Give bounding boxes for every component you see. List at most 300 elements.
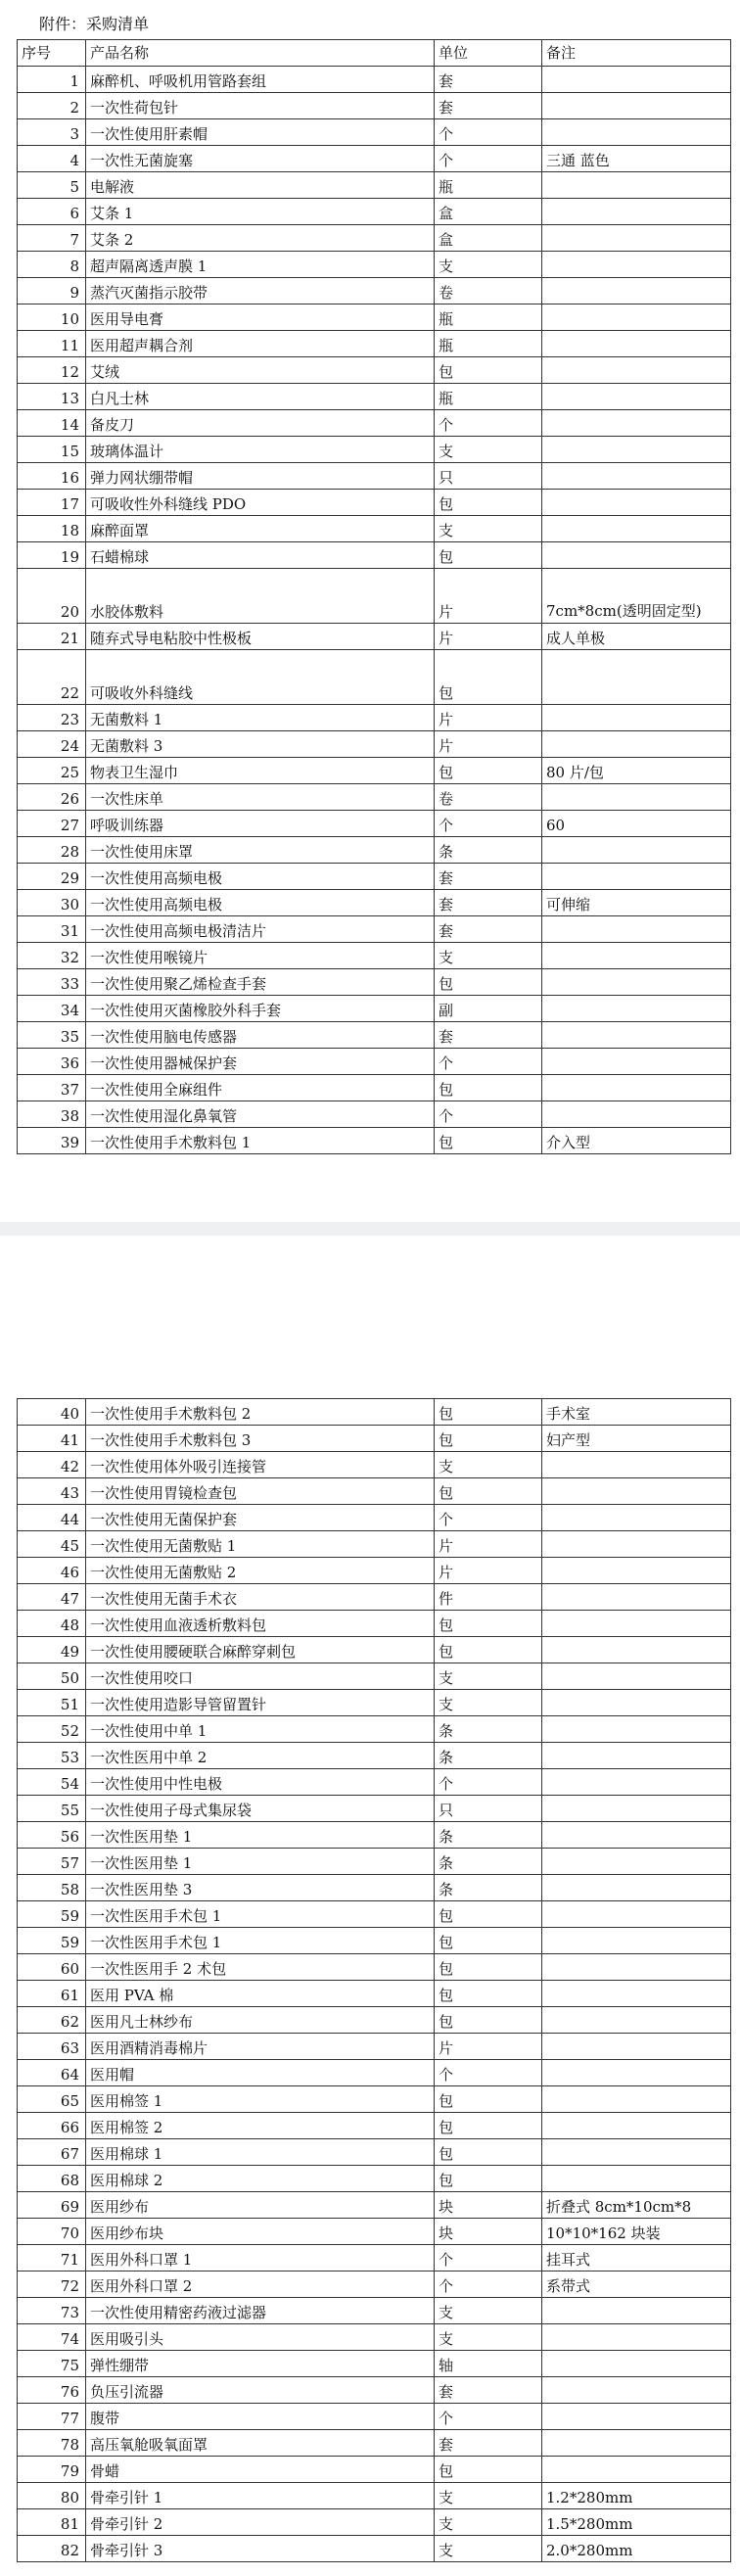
table-row [18, 2298, 731, 2324]
table-row [18, 1849, 731, 1875]
procurement-table-page-2 [17, 1398, 731, 2562]
cell-product-name: 一次性使用腰硬联合麻醉穿刺包 [86, 1637, 435, 1663]
cell-unit: 个 [435, 410, 542, 437]
table-row [18, 2060, 731, 2086]
cell-note [542, 119, 731, 146]
table-row [18, 2139, 731, 2166]
cell-unit: 个 [435, 146, 542, 172]
table-row [18, 252, 731, 278]
document-page-2 [0, 1236, 740, 2576]
cell-no: 45 [18, 1531, 86, 1558]
table-row [18, 1426, 731, 1452]
table-row [18, 2457, 731, 2483]
cell-no: 48 [18, 1611, 86, 1637]
cell-product-name: 医用棉球 2 [86, 2166, 435, 2192]
cell-unit: 片 [435, 569, 542, 624]
cell-note [542, 1531, 731, 1558]
cell-note [542, 2298, 731, 2324]
cell-unit: 支 [435, 943, 542, 969]
cell-note [542, 252, 731, 278]
cell-no: 78 [18, 2430, 86, 2457]
cell-note [542, 2086, 731, 2113]
cell-product-name: 一次性使用咬口 [86, 1663, 435, 1690]
table-row [18, 1716, 731, 1743]
cell-note [542, 2404, 731, 2430]
cell-unit: 包 [435, 357, 542, 384]
table-row [18, 1452, 731, 1478]
cell-unit: 包 [435, 2457, 542, 2483]
table-header-row [18, 40, 731, 67]
table-row [18, 542, 731, 569]
table-row [18, 811, 731, 837]
cell-product-name: 一次性使用肝素帽 [86, 119, 435, 146]
cell-no: 15 [18, 437, 86, 463]
cell-no: 21 [18, 624, 86, 650]
cell-product-name: 艾条 2 [86, 225, 435, 252]
cell-unit: 包 [435, 542, 542, 569]
cell-note [542, 1849, 731, 1875]
cell-no: 51 [18, 1690, 86, 1716]
cell-product-name: 无菌敷料 1 [86, 705, 435, 731]
cell-unit: 盒 [435, 199, 542, 225]
cell-no: 38 [18, 1101, 86, 1128]
cell-product-name: 一次性使用血液透析敷料包 [86, 1611, 435, 1637]
cell-note: 1.2*280mm [542, 2483, 731, 2509]
cell-unit: 个 [435, 1505, 542, 1531]
cell-note [542, 357, 731, 384]
cell-product-name: 医用导电膏 [86, 304, 435, 331]
cell-product-name: 随弃式导电粘胶中性极板 [86, 624, 435, 650]
cell-note [542, 1075, 731, 1101]
table-row [18, 758, 731, 784]
cell-no: 72 [18, 2272, 86, 2298]
header-no: 序号 [18, 40, 86, 67]
cell-no: 60 [18, 1954, 86, 1981]
cell-no: 24 [18, 731, 86, 758]
table-row [18, 1049, 731, 1075]
cell-note [542, 705, 731, 731]
table-row [18, 1743, 731, 1769]
table-row [18, 784, 731, 811]
cell-note [542, 864, 731, 890]
cell-no: 31 [18, 916, 86, 943]
cell-unit: 包 [435, 1399, 542, 1426]
cell-no: 73 [18, 2298, 86, 2324]
cell-unit: 条 [435, 1743, 542, 1769]
cell-no: 10 [18, 304, 86, 331]
cell-no: 57 [18, 1849, 86, 1875]
cell-product-name: 麻醉机、呼吸机用管路套组 [86, 67, 435, 93]
cell-note [542, 331, 731, 357]
cell-unit: 条 [435, 1716, 542, 1743]
cell-note [542, 2377, 731, 2404]
cell-unit: 包 [435, 2139, 542, 2166]
cell-unit: 套 [435, 93, 542, 119]
cell-product-name: 一次性使用体外吸引连接管 [86, 1452, 435, 1478]
cell-unit: 个 [435, 1769, 542, 1796]
cell-unit: 包 [435, 2113, 542, 2139]
cell-note: 1.5*280mm [542, 2509, 731, 2536]
cell-product-name: 医用 PVA 棉 [86, 1981, 435, 2007]
cell-no: 55 [18, 1796, 86, 1822]
cell-no: 9 [18, 278, 86, 304]
cell-note [542, 490, 731, 516]
cell-unit: 瓶 [435, 384, 542, 410]
cell-unit: 块 [435, 2219, 542, 2245]
procurement-table-page-1 [17, 39, 731, 1154]
table-row [18, 1022, 731, 1049]
cell-no: 82 [18, 2536, 86, 2562]
cell-unit: 盒 [435, 225, 542, 252]
table-row [18, 146, 731, 172]
cell-unit: 条 [435, 837, 542, 864]
table-row [18, 1981, 731, 2007]
cell-product-name: 物表卫生湿巾 [86, 758, 435, 784]
cell-note: 可伸缩 [542, 890, 731, 916]
cell-unit: 个 [435, 2272, 542, 2298]
cell-unit: 套 [435, 2377, 542, 2404]
cell-no: 44 [18, 1505, 86, 1531]
cell-no: 13 [18, 384, 86, 410]
cell-note [542, 1611, 731, 1637]
table-row [18, 1075, 731, 1101]
cell-note [542, 969, 731, 996]
cell-note [542, 67, 731, 93]
cell-no: 81 [18, 2509, 86, 2536]
cell-product-name: 一次性使用床罩 [86, 837, 435, 864]
cell-unit: 套 [435, 2430, 542, 2457]
table-row [18, 437, 731, 463]
cell-product-name: 一次性使用手术敷料包 3 [86, 1426, 435, 1452]
cell-product-name: 备皮刀 [86, 410, 435, 437]
cell-product-name: 医用帽 [86, 2060, 435, 2086]
table-row [18, 2219, 731, 2245]
cell-no: 18 [18, 516, 86, 542]
cell-unit: 卷 [435, 784, 542, 811]
cell-product-name: 一次性使用造影导管留置针 [86, 1690, 435, 1716]
cell-no: 80 [18, 2483, 86, 2509]
table-row [18, 2086, 731, 2113]
table-row [18, 890, 731, 916]
cell-no: 17 [18, 490, 86, 516]
cell-unit: 支 [435, 437, 542, 463]
cell-note [542, 1743, 731, 1769]
cell-no: 67 [18, 2139, 86, 2166]
cell-note [542, 2166, 731, 2192]
cell-unit: 包 [435, 1981, 542, 2007]
cell-product-name: 负压引流器 [86, 2377, 435, 2404]
cell-note [542, 1637, 731, 1663]
table-row [18, 1822, 731, 1849]
table-row [18, 569, 731, 624]
table-row [18, 2377, 731, 2404]
cell-note [542, 2113, 731, 2139]
cell-product-name: 艾绒 [86, 357, 435, 384]
cell-note [542, 1663, 731, 1690]
cell-product-name: 一次性医用中单 2 [86, 1743, 435, 1769]
table-row [18, 2483, 731, 2509]
cell-no: 71 [18, 2245, 86, 2272]
cell-no: 1 [18, 67, 86, 93]
cell-product-name: 一次性使用中性电极 [86, 1769, 435, 1796]
cell-note: 介入型 [542, 1128, 731, 1154]
cell-product-name: 骨牵引针 1 [86, 2483, 435, 2509]
cell-no: 79 [18, 2457, 86, 2483]
cell-no: 47 [18, 1584, 86, 1611]
table-row [18, 93, 731, 119]
cell-product-name: 无菌敷料 3 [86, 731, 435, 758]
table-row [18, 410, 731, 437]
table-row [18, 516, 731, 542]
cell-product-name: 一次性医用垫 1 [86, 1849, 435, 1875]
cell-unit: 条 [435, 1849, 542, 1875]
cell-note: 7cm*8cm(透明固定型) [542, 569, 731, 624]
cell-unit: 片 [435, 1558, 542, 1584]
cell-unit: 支 [435, 2324, 542, 2351]
cell-no: 43 [18, 1478, 86, 1505]
cell-unit: 条 [435, 1875, 542, 1901]
table-row [18, 2166, 731, 2192]
cell-no: 53 [18, 1743, 86, 1769]
cell-product-name: 医用棉签 1 [86, 2086, 435, 2113]
cell-note [542, 1981, 731, 2007]
cell-no: 64 [18, 2060, 86, 2086]
cell-no: 63 [18, 2034, 86, 2060]
table-row [18, 1637, 731, 1663]
cell-no: 5 [18, 172, 86, 199]
cell-product-name: 骨牵引针 3 [86, 2536, 435, 2562]
cell-unit: 个 [435, 2060, 542, 2086]
cell-note [542, 1769, 731, 1796]
cell-note [542, 1716, 731, 1743]
cell-product-name: 医用棉球 1 [86, 2139, 435, 2166]
cell-no: 23 [18, 705, 86, 731]
table-row [18, 490, 731, 516]
document-page-1 [0, 0, 740, 1222]
table-row [18, 2536, 731, 2562]
cell-note: 折叠式 8cm*10cm*8 [542, 2192, 731, 2219]
cell-note [542, 2430, 731, 2457]
cell-product-name: 弹性绷带 [86, 2351, 435, 2377]
cell-product-name: 医用吸引头 [86, 2324, 435, 2351]
cell-unit: 包 [435, 490, 542, 516]
cell-unit: 包 [435, 758, 542, 784]
cell-product-name: 一次性医用手 2 术包 [86, 1954, 435, 1981]
cell-note [542, 2324, 731, 2351]
table-row [18, 463, 731, 490]
cell-no: 3 [18, 119, 86, 146]
cell-note [542, 410, 731, 437]
table-row [18, 1584, 731, 1611]
table-row [18, 1690, 731, 1716]
cell-unit: 包 [435, 1426, 542, 1452]
table-row [18, 837, 731, 864]
cell-unit: 个 [435, 2245, 542, 2272]
cell-note [542, 943, 731, 969]
cell-no: 22 [18, 650, 86, 705]
table-row [18, 119, 731, 146]
cell-note [542, 1796, 731, 1822]
cell-note [542, 1452, 731, 1478]
document-title: 附件：采购清单 [39, 15, 150, 33]
cell-product-name: 一次性无菌旋塞 [86, 146, 435, 172]
header-note: 备注 [542, 40, 731, 67]
table-row [18, 2404, 731, 2430]
cell-no: 58 [18, 1875, 86, 1901]
cell-note [542, 1690, 731, 1716]
table-row [18, 916, 731, 943]
cell-unit: 包 [435, 2007, 542, 2034]
cell-unit: 只 [435, 463, 542, 490]
cell-note [542, 784, 731, 811]
cell-note [542, 916, 731, 943]
cell-product-name: 一次性使用子母式集尿袋 [86, 1796, 435, 1822]
cell-product-name: 一次性使用高频电极 [86, 864, 435, 890]
cell-product-name: 医用凡士林纱布 [86, 2007, 435, 2034]
cell-no: 68 [18, 2166, 86, 2192]
cell-no: 8 [18, 252, 86, 278]
cell-note [542, 384, 731, 410]
cell-no: 6 [18, 199, 86, 225]
cell-unit: 支 [435, 1663, 542, 1690]
cell-product-name: 一次性医用垫 1 [86, 1822, 435, 1849]
cell-no: 25 [18, 758, 86, 784]
cell-product-name: 可吸收性外科缝线 PDO [86, 490, 435, 516]
cell-no: 7 [18, 225, 86, 252]
cell-note [542, 996, 731, 1022]
cell-unit: 个 [435, 2404, 542, 2430]
cell-unit: 瓶 [435, 304, 542, 331]
cell-product-name: 一次性医用手术包 1 [86, 1928, 435, 1954]
cell-note: 60 [542, 811, 731, 837]
cell-product-name: 医用外科口罩 1 [86, 2245, 435, 2272]
cell-no: 52 [18, 1716, 86, 1743]
table-row [18, 2272, 731, 2298]
table-row [18, 1558, 731, 1584]
cell-unit: 支 [435, 516, 542, 542]
table-row [18, 996, 731, 1022]
cell-product-name: 一次性使用聚乙烯检查手套 [86, 969, 435, 996]
table-row [18, 2509, 731, 2536]
cell-note [542, 1558, 731, 1584]
cell-note: 成人单极 [542, 624, 731, 650]
cell-product-name: 腹带 [86, 2404, 435, 2430]
cell-unit: 瓶 [435, 172, 542, 199]
cell-product-name: 医用纱布 [86, 2192, 435, 2219]
cell-unit: 套 [435, 864, 542, 890]
cell-no: 12 [18, 357, 86, 384]
cell-no: 76 [18, 2377, 86, 2404]
table-row [18, 2430, 731, 2457]
table-row [18, 2113, 731, 2139]
cell-note [542, 1901, 731, 1928]
cell-no: 59 [18, 1901, 86, 1928]
table-row [18, 304, 731, 331]
cell-unit: 包 [435, 1128, 542, 1154]
cell-product-name: 一次性使用器械保护套 [86, 1049, 435, 1075]
cell-unit: 包 [435, 1075, 542, 1101]
cell-no: 2 [18, 93, 86, 119]
cell-unit: 轴 [435, 2351, 542, 2377]
cell-product-name: 一次性使用湿化鼻氧管 [86, 1101, 435, 1128]
cell-no: 11 [18, 331, 86, 357]
cell-note [542, 1049, 731, 1075]
cell-product-name: 弹力网状绷带帽 [86, 463, 435, 490]
cell-unit: 支 [435, 2298, 542, 2324]
cell-product-name: 医用酒精消毒棉片 [86, 2034, 435, 2060]
table-row [18, 1505, 731, 1531]
cell-note [542, 1505, 731, 1531]
cell-note [542, 1478, 731, 1505]
cell-unit: 包 [435, 1478, 542, 1505]
table-row [18, 624, 731, 650]
cell-product-name: 医用纱布块 [86, 2219, 435, 2245]
cell-product-name: 玻璃体温计 [86, 437, 435, 463]
cell-no: 75 [18, 2351, 86, 2377]
cell-note [542, 437, 731, 463]
table-row [18, 1101, 731, 1128]
cell-no: 50 [18, 1663, 86, 1690]
cell-product-name: 骨牵引针 2 [86, 2509, 435, 2536]
cell-no: 30 [18, 890, 86, 916]
table-row [18, 331, 731, 357]
table-row [18, 2324, 731, 2351]
cell-note [542, 837, 731, 864]
cell-no: 66 [18, 2113, 86, 2139]
cell-unit: 支 [435, 1690, 542, 1716]
cell-unit: 片 [435, 731, 542, 758]
cell-product-name: 一次性使用无菌敷贴 2 [86, 1558, 435, 1584]
cell-note [542, 1022, 731, 1049]
header-unit: 单位 [435, 40, 542, 67]
cell-unit: 支 [435, 1452, 542, 1478]
cell-note [542, 2351, 731, 2377]
table-row [18, 172, 731, 199]
cell-product-name: 一次性床单 [86, 784, 435, 811]
cell-product-name: 一次性使用无菌保护套 [86, 1505, 435, 1531]
cell-note: 10*10*162 块装 [542, 2219, 731, 2245]
cell-no: 65 [18, 2086, 86, 2113]
cell-unit: 件 [435, 1584, 542, 1611]
cell-product-name: 高压氧舱吸氧面罩 [86, 2430, 435, 2457]
cell-note: 挂耳式 [542, 2245, 731, 2272]
cell-no: 28 [18, 837, 86, 864]
table-row [18, 731, 731, 758]
cell-unit: 支 [435, 2536, 542, 2562]
cell-unit: 套 [435, 890, 542, 916]
cell-unit: 片 [435, 705, 542, 731]
cell-note [542, 2060, 731, 2086]
cell-product-name: 一次性使用脑电传感器 [86, 1022, 435, 1049]
cell-no: 40 [18, 1399, 86, 1426]
cell-product-name: 水胶体敷料 [86, 569, 435, 624]
cell-unit: 只 [435, 1796, 542, 1822]
cell-note: 手术室 [542, 1399, 731, 1426]
table-row [18, 969, 731, 996]
cell-no: 46 [18, 1558, 86, 1584]
cell-unit: 片 [435, 2034, 542, 2060]
cell-product-name: 一次性使用灭菌橡胶外科手套 [86, 996, 435, 1022]
cell-note [542, 225, 731, 252]
cell-unit: 支 [435, 252, 542, 278]
cell-note [542, 93, 731, 119]
cell-product-name: 一次性使用无菌敷贴 1 [86, 1531, 435, 1558]
cell-unit: 个 [435, 811, 542, 837]
cell-unit: 卷 [435, 278, 542, 304]
cell-no: 42 [18, 1452, 86, 1478]
cell-note [542, 2457, 731, 2483]
cell-product-name: 一次性使用精密药液过滤器 [86, 2298, 435, 2324]
